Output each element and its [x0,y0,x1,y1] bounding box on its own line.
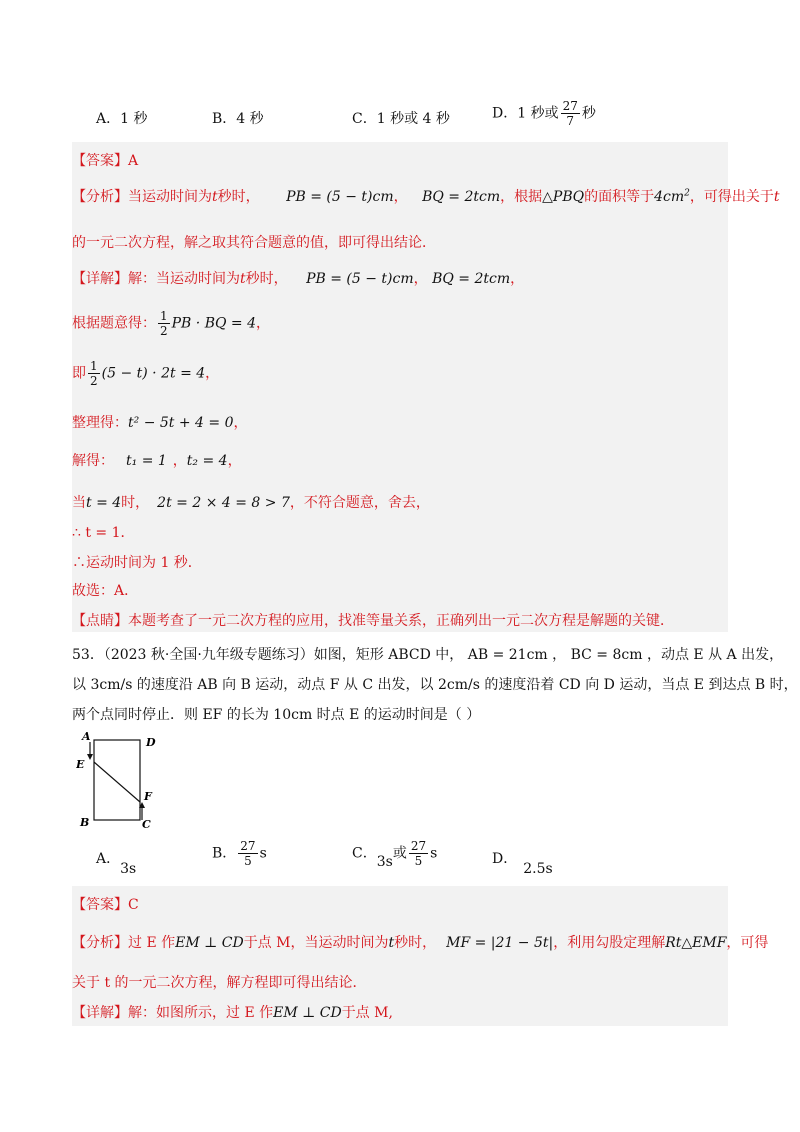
option-b: B．4 秒 [212,111,264,127]
answer-tag: 【答案】 [72,897,128,913]
detail-line-1 [72,268,728,288]
label-f: F [144,790,152,803]
detail-text: 解：当运动时间为 [128,271,240,287]
math-bq: BQ = 2tcm [422,189,501,205]
math-area-base: 4cm [654,189,685,205]
detail-text: ， [227,453,242,469]
detail-line-3 [72,360,728,387]
answer-value: C [128,897,139,913]
math-var-t: t [388,935,395,951]
math-root-2: t₂ = 4 [186,453,228,469]
analysis-text: ，利用勾股定理解 [553,935,666,951]
math-equation: (5 − t) · 2t = 4 [101,365,206,382]
math-perpendicular: EM ⊥ CD [175,935,244,951]
detail-line-7: ∴ t = 1． [72,525,135,541]
arrow-e-head [87,754,93,760]
detail-text: 解：如图所示，过 E 作 [128,1005,274,1021]
fraction-denominator: 2 [90,374,98,388]
analysis-var-t: t [212,189,218,205]
math-pb: PB = (5 − t)cm [306,271,414,287]
q53-analysis-line-1 [72,932,769,952]
rectangle-figure [76,730,176,830]
option-d [492,100,596,127]
fraction-denominator: 2 [160,324,168,338]
math-root-1: t₁ = 1 [126,453,167,469]
fraction-numerator: 1 [160,309,168,323]
analysis-line-1 [72,186,780,206]
option-text: 或 [392,845,407,862]
analysis-text: 秒时， [217,189,260,205]
math-perpendicular: EM ⊥ CD [273,1005,342,1021]
review-line [72,610,728,630]
q53-statement-line-3: 两个点同时停止．则 EF 的长为 10cm 时点 E 的运动时间是（ ） [72,707,481,723]
detail-tag: 【详解】 [72,271,128,287]
detail-line-8: ∴运动时间为 1 秒． [72,555,202,571]
q53-option-b [212,840,267,867]
math-equation: t² − 5t + 4 = 0 [128,415,234,431]
detail-tag: 【详解】 [72,1005,128,1021]
math-check: 2t = 2 × 4 = 8 > 7 [157,495,290,511]
label-a: A [82,730,91,743]
math-equation: PB · BQ = 4 [171,315,257,332]
review-text: 本题考查了一元二次方程的应用，找准等量关系，正确列出一元二次方程是解题的关键． [128,613,674,629]
option-unit: s [259,845,267,862]
detail-text: 即 [72,365,86,382]
math-triangle: △PBQ [542,189,585,205]
analysis-tag: 【分析】 [72,935,128,951]
option-label: A． [96,851,121,867]
analysis-tag: 【分析】 [72,189,128,205]
detail-text: ，不符合题意，舍去， [289,495,430,511]
option-value: 3s [120,861,137,877]
label-d: D [146,736,156,749]
math-right-triangle: Rt△EMF [665,935,727,951]
detail-text: 根据题意得： [72,315,156,332]
answer-value: A [128,153,139,169]
math-area [654,189,690,205]
review-tag: 【点睛】 [72,613,128,629]
fraction-denominator: 5 [414,854,423,868]
fraction-numerator: 1 [90,359,98,373]
detail-line-9: 故选：A． [72,583,139,599]
analysis-text: ，可得出关于 [689,189,774,205]
math-bq: BQ = 2tcm [432,271,511,287]
math-mf: MF = |21 − 5t| [446,935,554,951]
q53-statement-line-2: 以 3cm/s 的速度沿 AB 向 B 运动，动点 F 从 C 出发，以 2cm/s 的速度沿着 CD 向 D 运动，当点 E 到达点 B 时， [72,677,798,693]
fraction-numerator: 27 [410,839,427,853]
q53-option-a [96,848,137,877]
math-fraction-half [158,310,170,337]
math-fraction-half [88,360,100,387]
analysis-text: 秒时， [394,935,437,951]
option-fraction [238,840,257,867]
answer-tag: 【答案】 [72,153,128,169]
detail-var-t: t [240,271,246,287]
answer-line [72,150,728,170]
option-c: C．1 秒或 4 秒 [352,111,450,127]
option-label: C． [352,845,377,862]
option-value: 3s [376,853,393,870]
option-value: 2.5s [523,861,553,877]
option-fraction [409,840,428,867]
detail-text: ， [172,453,187,469]
option-a: A．1 秒 [96,111,148,127]
detail-text: 秒时， [245,271,288,287]
option-d-denominator: 7 [566,114,575,128]
q53-option-d [492,848,553,877]
q53-detail-line-1 [72,1002,728,1022]
math-pb: PB = (5 − t)cm [286,189,394,205]
option-label: D． [492,851,518,867]
label-e: E [76,758,85,771]
detail-text: ， [205,365,220,382]
math-area-exponent: 2 [684,188,690,199]
segment-ef [94,762,140,802]
detail-text: 于点 M, [341,1005,393,1021]
detail-text: 时， [121,495,150,511]
analysis-text: ，根据 [500,189,543,205]
detail-text: 当 [72,495,86,511]
detail-text: 解得： [72,453,114,469]
option-d-suffix: 秒 [581,105,596,122]
fraction-numerator: 27 [240,839,256,853]
q53-analysis-line-2: 关于 t 的一元二次方程，解方程即可得出结论． [72,975,367,991]
analysis-text: 过 E 作 [128,935,176,951]
label-c: C [142,818,151,830]
label-b: B [80,816,90,829]
option-d-prefix: D．1 秒或 [492,105,559,122]
detail-line-2 [72,310,728,337]
detail-text: ， [510,271,525,287]
analysis-text: ，可得 [726,935,769,951]
option-label: B． [212,845,237,862]
q53-statement-line-1: 53．（2023 秋·全国·九年级专题练习）如图，矩形 ABCD 中， AB = 21cm ， BC = 8cm ，动点 E 从 A 出发， [72,647,784,663]
option-d-numerator: 27 [562,99,578,113]
q53-answer-line [72,894,728,914]
analysis-text: 当运动时间为 [128,189,212,205]
rectangle-abcd [94,740,140,820]
fraction-denominator: 5 [244,854,252,868]
detail-line-5 [72,450,728,470]
q53-option-c [352,839,438,870]
detail-text: ， [256,315,271,332]
detail-text: ， [413,271,428,287]
analysis-text: 的面积等于 [584,189,655,205]
math-condition: t = 4 [86,495,122,511]
analysis-line-2: 的一元二次方程，解之取其符合题意的值，即可得出结论． [72,235,436,251]
option-unit: s [430,845,438,862]
detail-text: 整理得： [72,415,128,431]
analysis-text: 于点 M，当运动时间为 [243,935,389,951]
option-d-fraction [561,100,580,127]
detail-text: ， [233,415,248,431]
analysis-text: ， [393,189,408,205]
analysis-var-t: t [773,189,780,205]
detail-line-6 [72,492,728,512]
detail-line-4 [72,412,728,432]
